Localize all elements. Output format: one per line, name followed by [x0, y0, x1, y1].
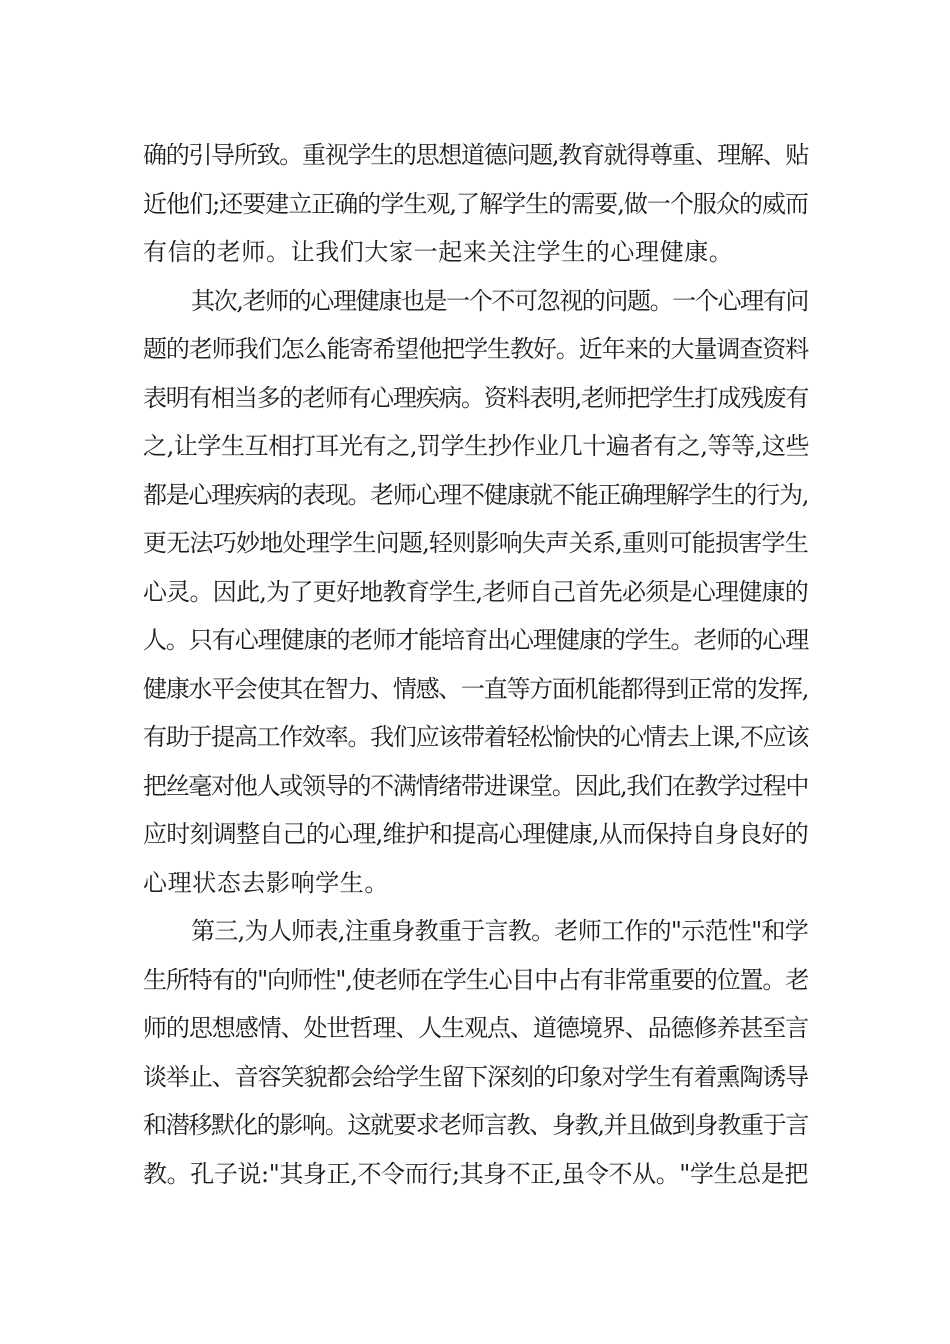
text-line: 其次,老师的心理健康也是一个不可忽视的问题。一个心理有问: [191, 286, 808, 315]
text-line: 确的引导所致。重视学生的思想道德问题,教育就得尊重、理解、贴: [143, 141, 808, 169]
text-line: 第三,为人师表,注重身教重于言教。老师工作的"示范性"和学: [191, 917, 808, 945]
text-line: 健康水平会使其在智力、情感、一直等方面机能都得到正常的发挥,: [143, 674, 808, 703]
text-line: 题的老师我们怎么能寄希望他把学生教好。近年来的大量调查资料: [143, 335, 808, 363]
text-line: 都是心理疾病的表现。老师心理不健康就不能正确理解学生的行为,: [143, 480, 808, 509]
text-line: 谈举止、音容笑貌都会给学生留下深刻的印象对学生有着熏陶诱导: [143, 1062, 808, 1091]
text-line: 生所特有的"向师性",使老师在学生心目中占有非常重要的位置。老: [143, 965, 808, 994]
text-line: 和潜移默化的影响。这就要求老师言教、身教,并且做到身教重于言: [143, 1111, 808, 1139]
text-line: 师的思想感情、处世哲理、人生观点、道德境界、品德修养甚至言: [143, 1014, 808, 1042]
text-line: 有助于提高工作效率。我们应该带着轻松愉快的心情去上课,不应该: [143, 723, 808, 751]
body-text: [143, 131, 808, 1198]
text-line: 心灵。因此,为了更好地教育学生,老师自己首先必须是心理健康的: [143, 577, 808, 606]
text-line: 之,让学生互相打耳光有之,罚学生抄作业几十遍者有之,等等,这些: [143, 432, 810, 460]
text-line: 近他们;还要建立正确的学生观,了解学生的需要,做一个服众的威而: [143, 189, 808, 218]
text-line: 把丝毫对他人或领导的不满情绪带进课堂。因此,我们在教学过程中: [143, 771, 808, 800]
text-line: 表明有相当多的老师有心理疾病。资料表明,老师把学生打成残废有: [143, 383, 808, 412]
text-line: 教。孔子说:"其身正,不令而行;其身不正,虽令不从。"学生总是把: [143, 1159, 808, 1188]
text-line: 心理状态去影响学生。: [143, 868, 389, 897]
text-line: 人。只有心理健康的老师才能培育出心理健康的学生。老师的心理: [143, 626, 808, 654]
text-line: 更无法巧妙地处理学生问题,轻则影响失声关系,重则可能损害学生: [143, 529, 808, 557]
text-line: 应时刻调整自己的心理,维护和提高心理健康,从而保持自身良好的: [143, 820, 808, 848]
text-line: 有信的老师。让我们大家一起来关注学生的心理健康。: [143, 238, 734, 266]
